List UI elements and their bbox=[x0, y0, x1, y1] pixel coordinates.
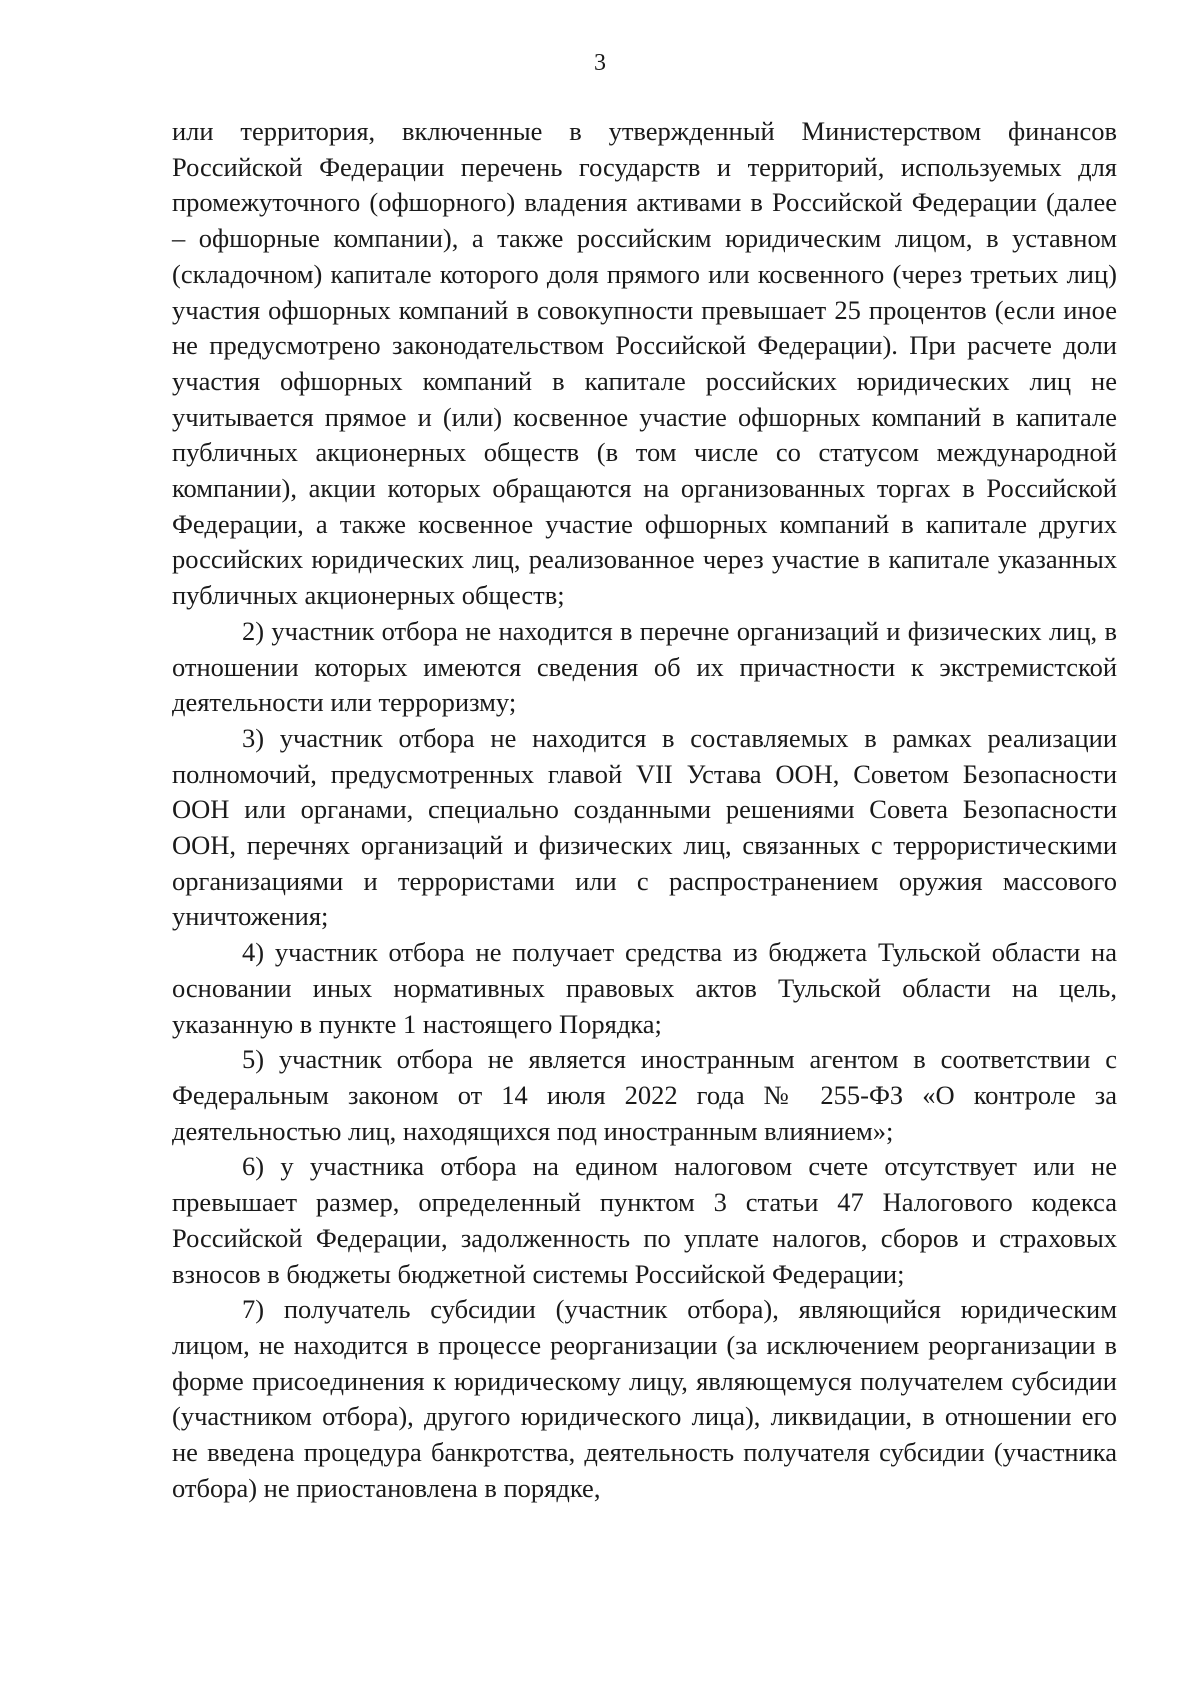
document-body bbox=[172, 114, 1117, 1506]
paragraph-item-7: 7) получатель субсидии (участник отбора), являющийся юридическим лицом, не находится в процессе реорганизации (за исключением реорганизации в форме присоединения к юридическому лицу, являющемуся получателем субсидии (участником отбора), другого юридического лица), ликвидации, в отношении его не введена процедура банкротства, деятельность получателя субсидии (участника отбора) не приостановлена в порядке, bbox=[172, 1294, 1117, 1503]
paragraph-item-4: 4) участник отбора не получает средства из бюджета Тульской области на основании иных нормативных правовых актов Тульской области на цель, указанную в пункте 1 настоящего Порядка; bbox=[172, 937, 1117, 1039]
page-number: 3 bbox=[594, 50, 606, 76]
paragraph-item-6: 6) у участника отбора на едином налоговом счете отсутствует или не превышает размер, определенный пунктом 3 статьи 47 Налогового кодекса Российской Федерации, задолженность по уплате налогов, сборов и страховых взносов в бюджеты бюджетной системы Российской Федерации; bbox=[172, 1151, 1117, 1289]
paragraph-item-3: 3) участник отбора не находится в составляемых в рамках реализации полномочий, предусмотренных главой VII Устава ООН, Советом Безопасности ООН или органами, специально созданными решениями Совета Безопасности ООН, перечнях организаций и физических лиц, связанных с террористическими организациями и террористами или с распространением оружия массового уничтожения; bbox=[172, 722, 1117, 932]
paragraph-item-5: 5) участник отбора не является иностранным агентом в соответствии с Федеральным законом от 14 июля 2022 года № 255-ФЗ «О контроле за деятельностью лиц, находящихся под иностранным влиянием»; bbox=[172, 1044, 1117, 1146]
paragraph-item-2: 2) участник отбора не находится в перечне организаций и физических лиц, в отношении которых имеются сведения об их причастности к экстремистской деятельности или терроризму; bbox=[172, 615, 1117, 718]
paragraph-continuation: или территория, включенные в утвержденный Министерством финансов Российской Федерации перечень государств и территорий, используемых для промежуточного (офшорного) владения активами в Российской Федерации (далее – офшорные компании), а также российским юридическим лицом, в уставном (складочном) капитале которого доля прямого или косвенного (через третьих лиц) участия офшорных компаний в совокупности превышает 25 процентов (если иное не предусмотрено законодательством Российской Федерации). При расчете доли участия офшорных компаний в капитале российских юридических лиц не учитывается прямое и (или) косвенное участие офшорных компаний в капитале публичных акционерных обществ (в том числе со статусом международной компании), акции которых обращаются на организованных торгах в Российской Федерации, а также косвенное участие офшорных компаний в капитале других российских юридических лиц, реализованное через участие в капитале указанных публичных акционерных обществ; bbox=[172, 116, 1117, 611]
